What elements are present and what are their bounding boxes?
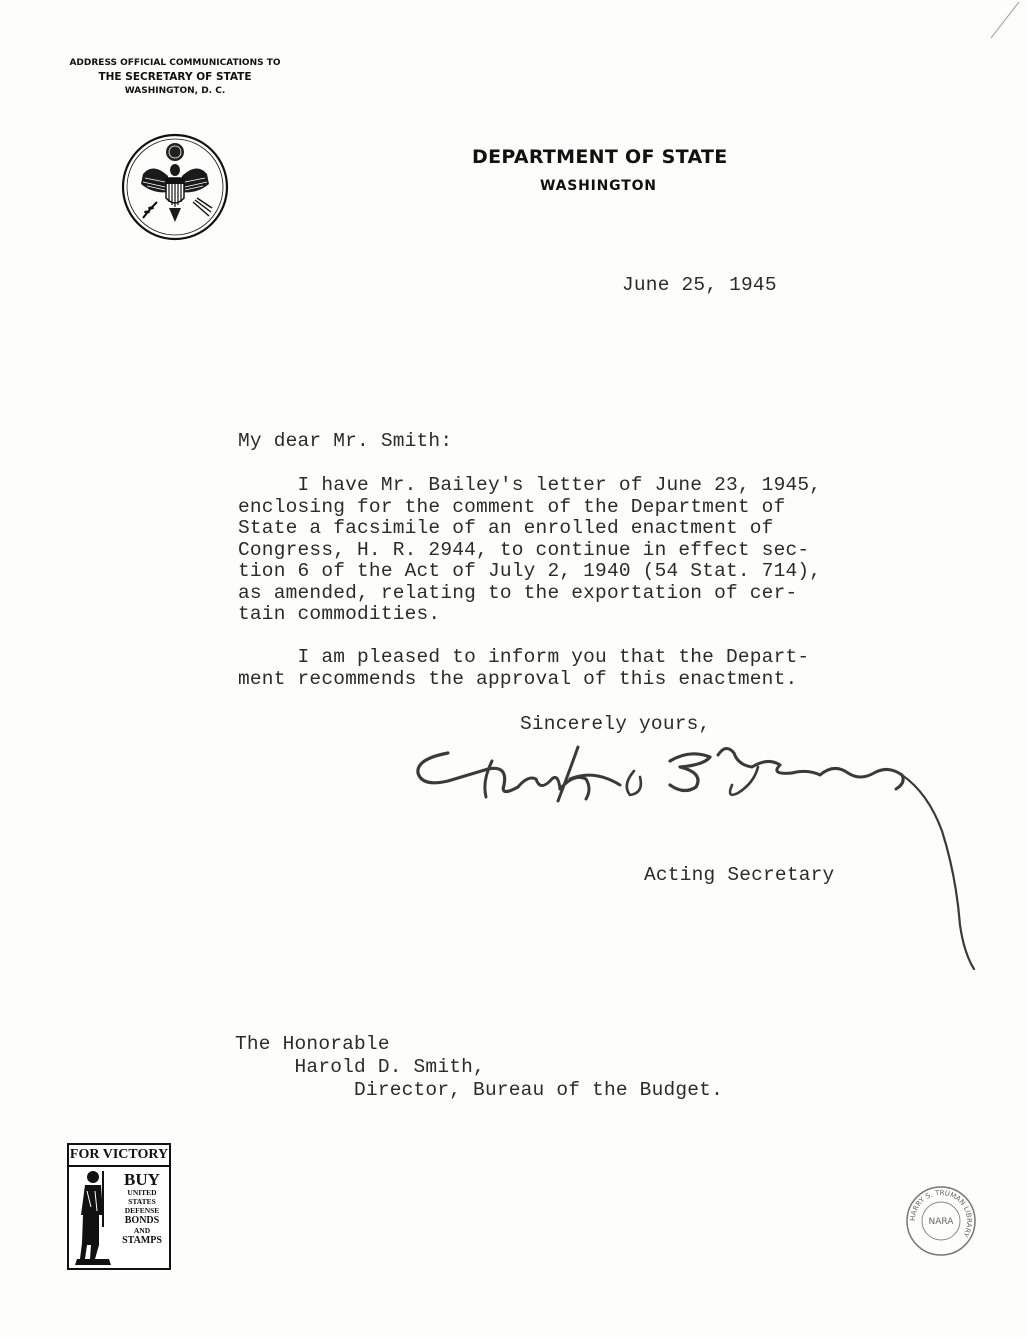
stamp-line-2: STATES xyxy=(128,1197,156,1206)
stamp-heading: FOR VICTORY xyxy=(69,1145,169,1167)
address-line-1: ADDRESS OFFICIAL COMMUNICATIONS TO xyxy=(69,58,281,68)
address-instructions xyxy=(60,56,290,98)
stamp-line-1: UNITED xyxy=(127,1188,157,1197)
stamp-line-5: AND xyxy=(133,1226,151,1235)
address-line-2: THE SECRETARY OF STATE xyxy=(98,71,252,83)
stamp-buy: BUY xyxy=(124,1170,160,1189)
letter-date: June 25, 1945 xyxy=(622,274,777,296)
great-seal-icon xyxy=(113,132,237,242)
stamp-line-4: BONDS xyxy=(124,1215,160,1226)
department-city: WASHINGTON xyxy=(540,178,657,194)
address-line-3: WASHINGTON, D. C. xyxy=(124,86,226,96)
archive-stamp-ring: HARRY S. TRUMAN LIBRARY xyxy=(908,1188,974,1239)
victory-bonds-stamp xyxy=(67,1143,171,1270)
department-name: DEPARTMENT OF STATE xyxy=(472,146,728,168)
stamp-line-6: STAMPS xyxy=(122,1235,162,1246)
stamp-line-3: DEFENSE xyxy=(124,1206,160,1215)
handwritten-signature xyxy=(408,735,988,975)
archive-stamp-center: NARA xyxy=(928,1217,954,1227)
addressee-block: The Honorable Harold D. Smith, Director, Bureau of the Budget. xyxy=(235,1033,723,1101)
stamp-text xyxy=(115,1171,169,1246)
signer-title: Acting Secretary xyxy=(644,864,835,886)
closing: Sincerely yours, xyxy=(520,713,711,735)
minuteman-figure-icon xyxy=(73,1167,115,1265)
body-paragraph-2: I am pleased to inform you that the Depart- ment recommends the approval of this enactment. xyxy=(238,646,810,690)
corner-fold-mark xyxy=(985,0,1027,40)
body-paragraph-1: I have Mr. Bailey's letter of June 23, 1945, enclosing for the comment of the Department of State a facsimile of an enrolled enactment of Congress, H. R. 2944, to continue in effect sec- tion 6 of the Act of July 2, 1940 (54 Stat. 714), as amended, relating to the exportation of cer- tain commodities. xyxy=(238,474,822,625)
archive-stamp xyxy=(905,1185,977,1257)
salutation: My dear Mr. Smith: xyxy=(238,430,453,452)
